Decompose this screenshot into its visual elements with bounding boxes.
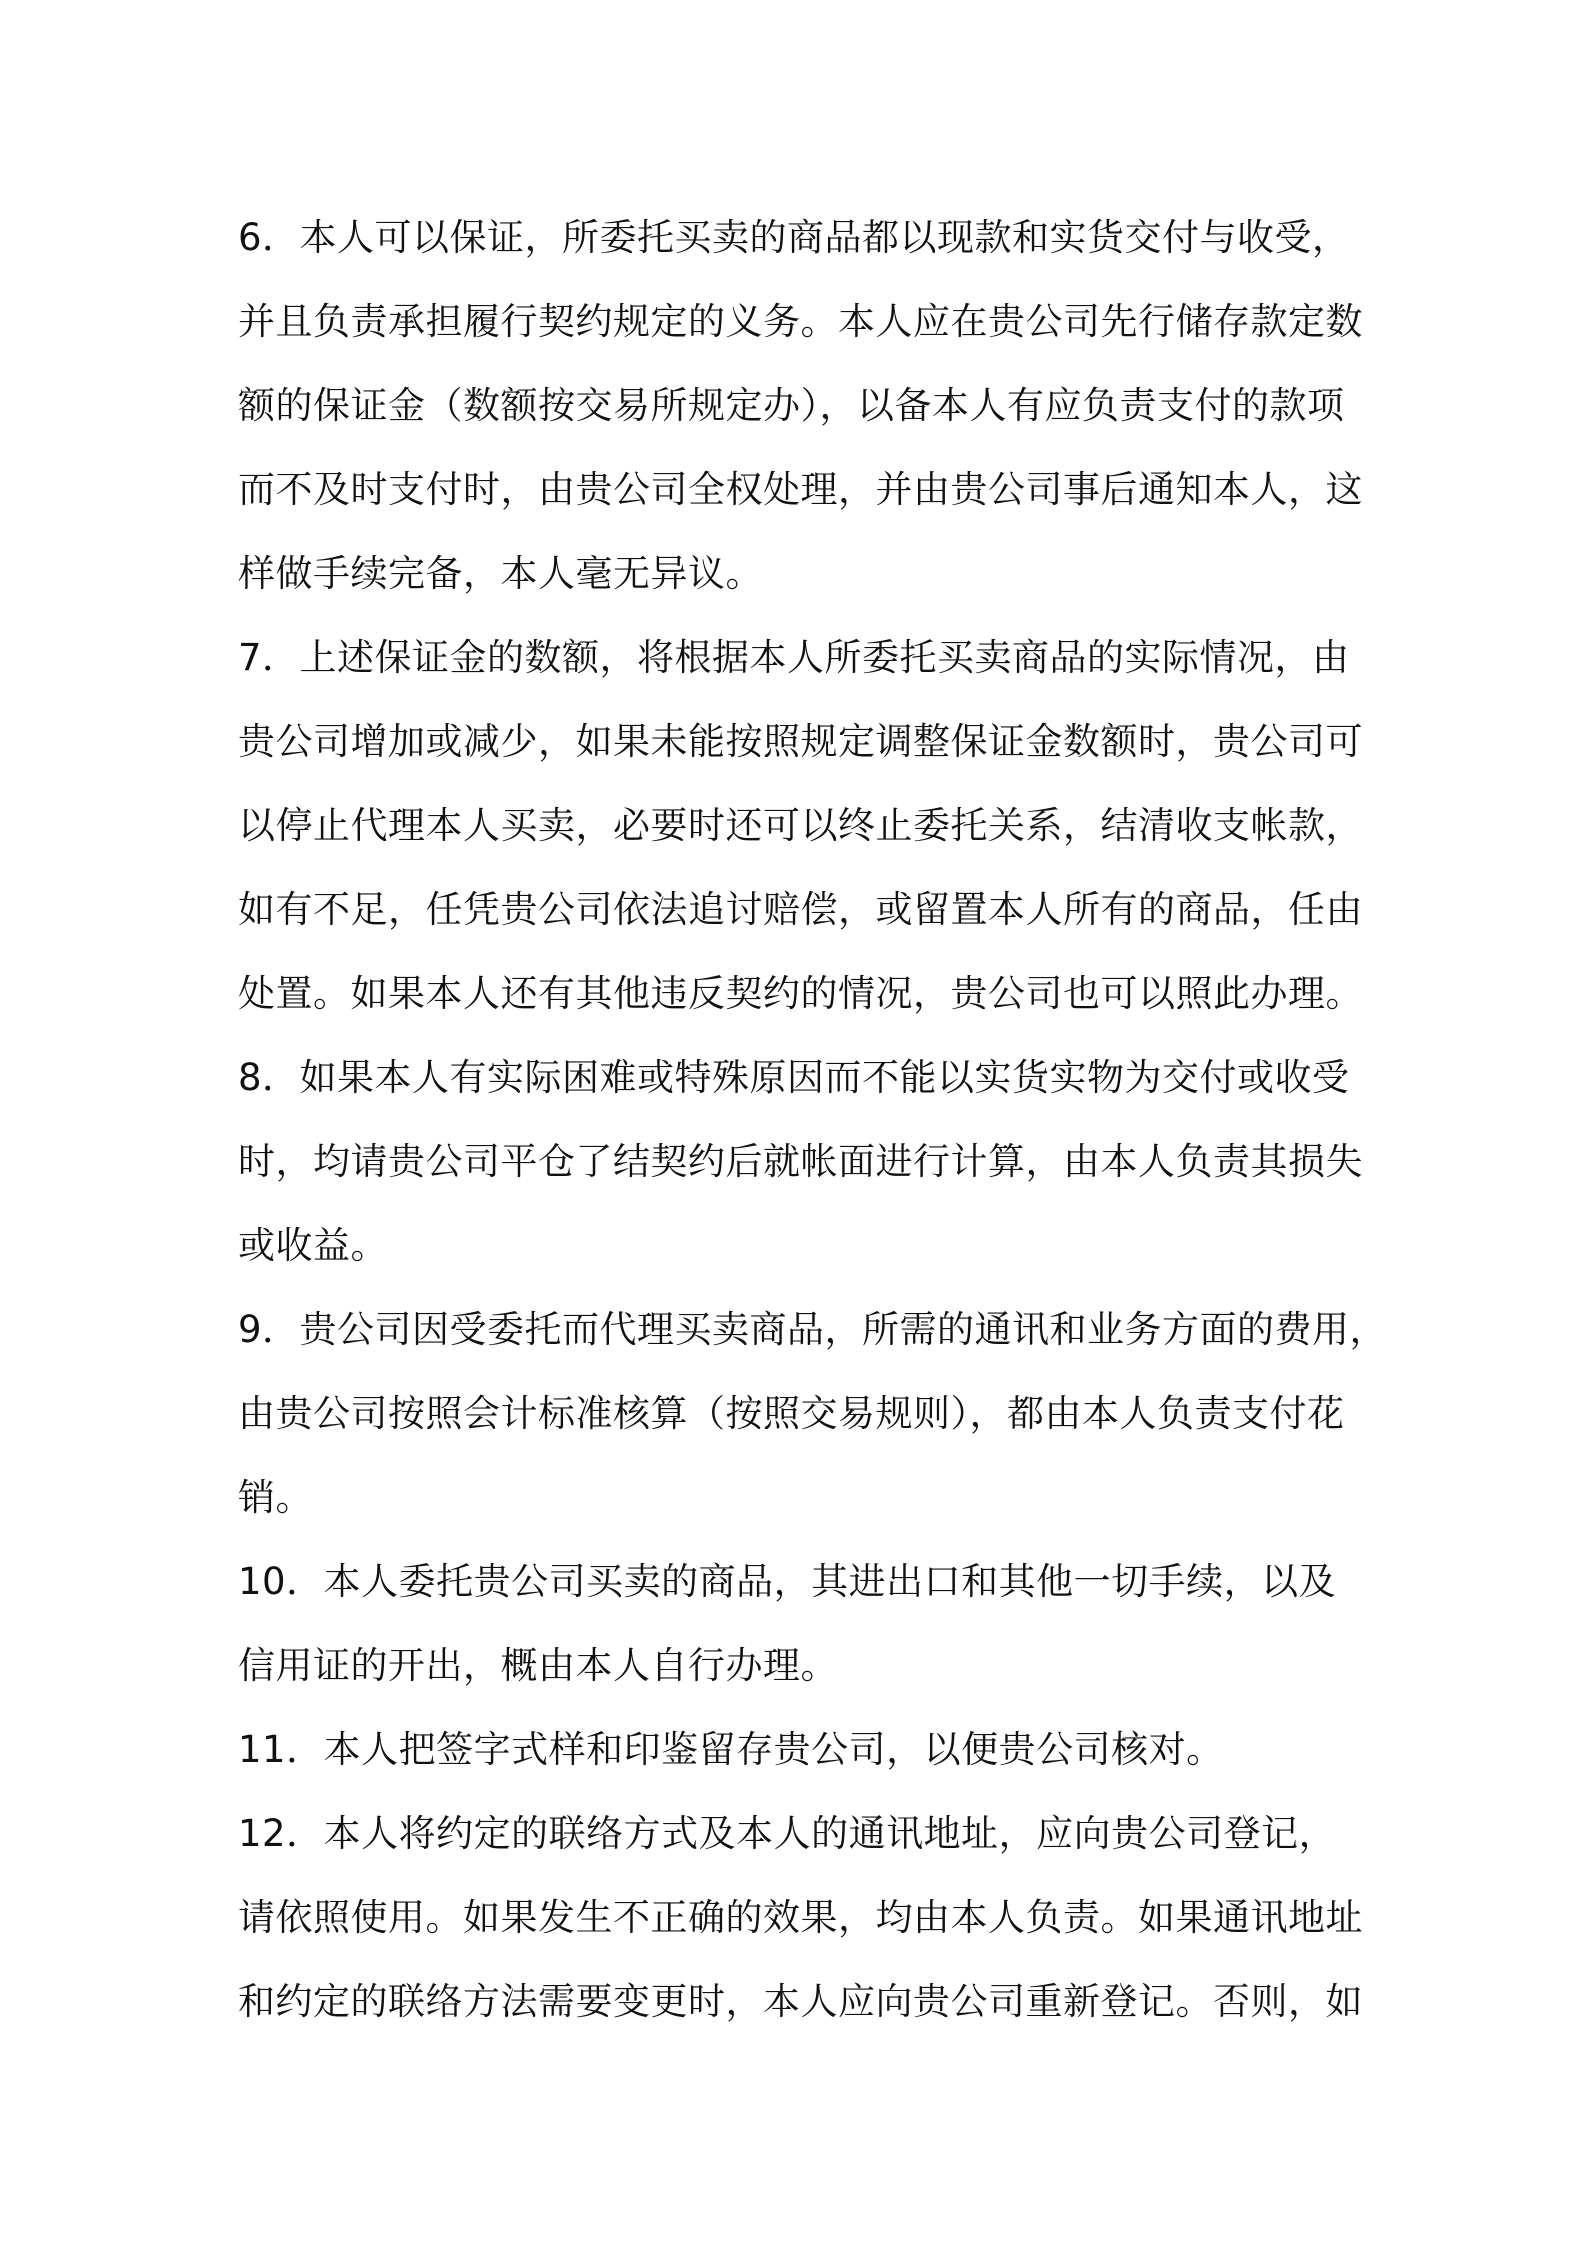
text-line: 额的保证金（数额按交易所规定办），以备本人有应负责支付的款项	[238, 384, 1345, 427]
text-line: 以停止代理本人买卖，必要时还可以终止委托关系，结清收支帐款，	[238, 804, 1363, 847]
document-body	[238, 196, 1388, 2044]
text-line: 时，均请贵公司平仓了结契约后就帐面进行计算，由本人负责其损失	[238, 1140, 1363, 1183]
text-line: 12．本人将约定的联络方式及本人的通讯地址，应向贵公司登记，	[238, 1812, 1337, 1855]
text-line: 处置。如果本人还有其他违反契约的情况，贵公司也可以照此办理。	[238, 972, 1363, 1015]
text-line: 如有不足，任凭贵公司依法追讨赔偿，或留置本人所有的商品，任由	[238, 888, 1363, 931]
text-line: 和约定的联络方法需要变更时，本人应向贵公司重新登记。否则，如	[238, 1980, 1363, 2023]
text-line: 而不及时支付时，由贵公司全权处理，并由贵公司事后通知本人，这	[238, 468, 1363, 511]
text-line: 样做手续完备，本人毫无异议。	[238, 552, 763, 595]
text-line: 信用证的开出，概由本人自行办理。	[238, 1644, 838, 1687]
text-line: 10．本人委托贵公司买卖的商品，其进出口和其他一切手续，以及	[238, 1560, 1337, 1603]
text-line: 销。	[238, 1476, 313, 1519]
text-line: 8．如果本人有实际困难或特殊原因而不能以实货实物为交付或收受	[238, 1056, 1350, 1099]
text-line: 6．本人可以保证，所委托买卖的商品都以现款和实货交付与收受，	[238, 216, 1350, 259]
text-line: 请依照使用。如果发生不正确的效果，均由本人负责。如果通讯地址	[238, 1896, 1363, 1939]
text-line: 或收益。	[238, 1224, 388, 1267]
text-line: 贵公司增加或减少，如果未能按照规定调整保证金数额时，贵公司可	[238, 720, 1363, 763]
text-line: 9．贵公司因受委托而代理买卖商品，所需的通讯和业务方面的费用，	[238, 1308, 1388, 1351]
text-line: 由贵公司按照会计标准核算（按照交易规则），都由本人负责支付花	[238, 1392, 1345, 1435]
text-line: 7．上述保证金的数额，将根据本人所委托买卖商品的实际情况，由	[238, 636, 1350, 679]
text-line: 11．本人把签字式样和印鉴留存贵公司，以便贵公司核对。	[238, 1728, 1224, 1771]
text-line: 并且负责承担履行契约规定的义务。本人应在贵公司先行储存款定数	[238, 300, 1363, 343]
